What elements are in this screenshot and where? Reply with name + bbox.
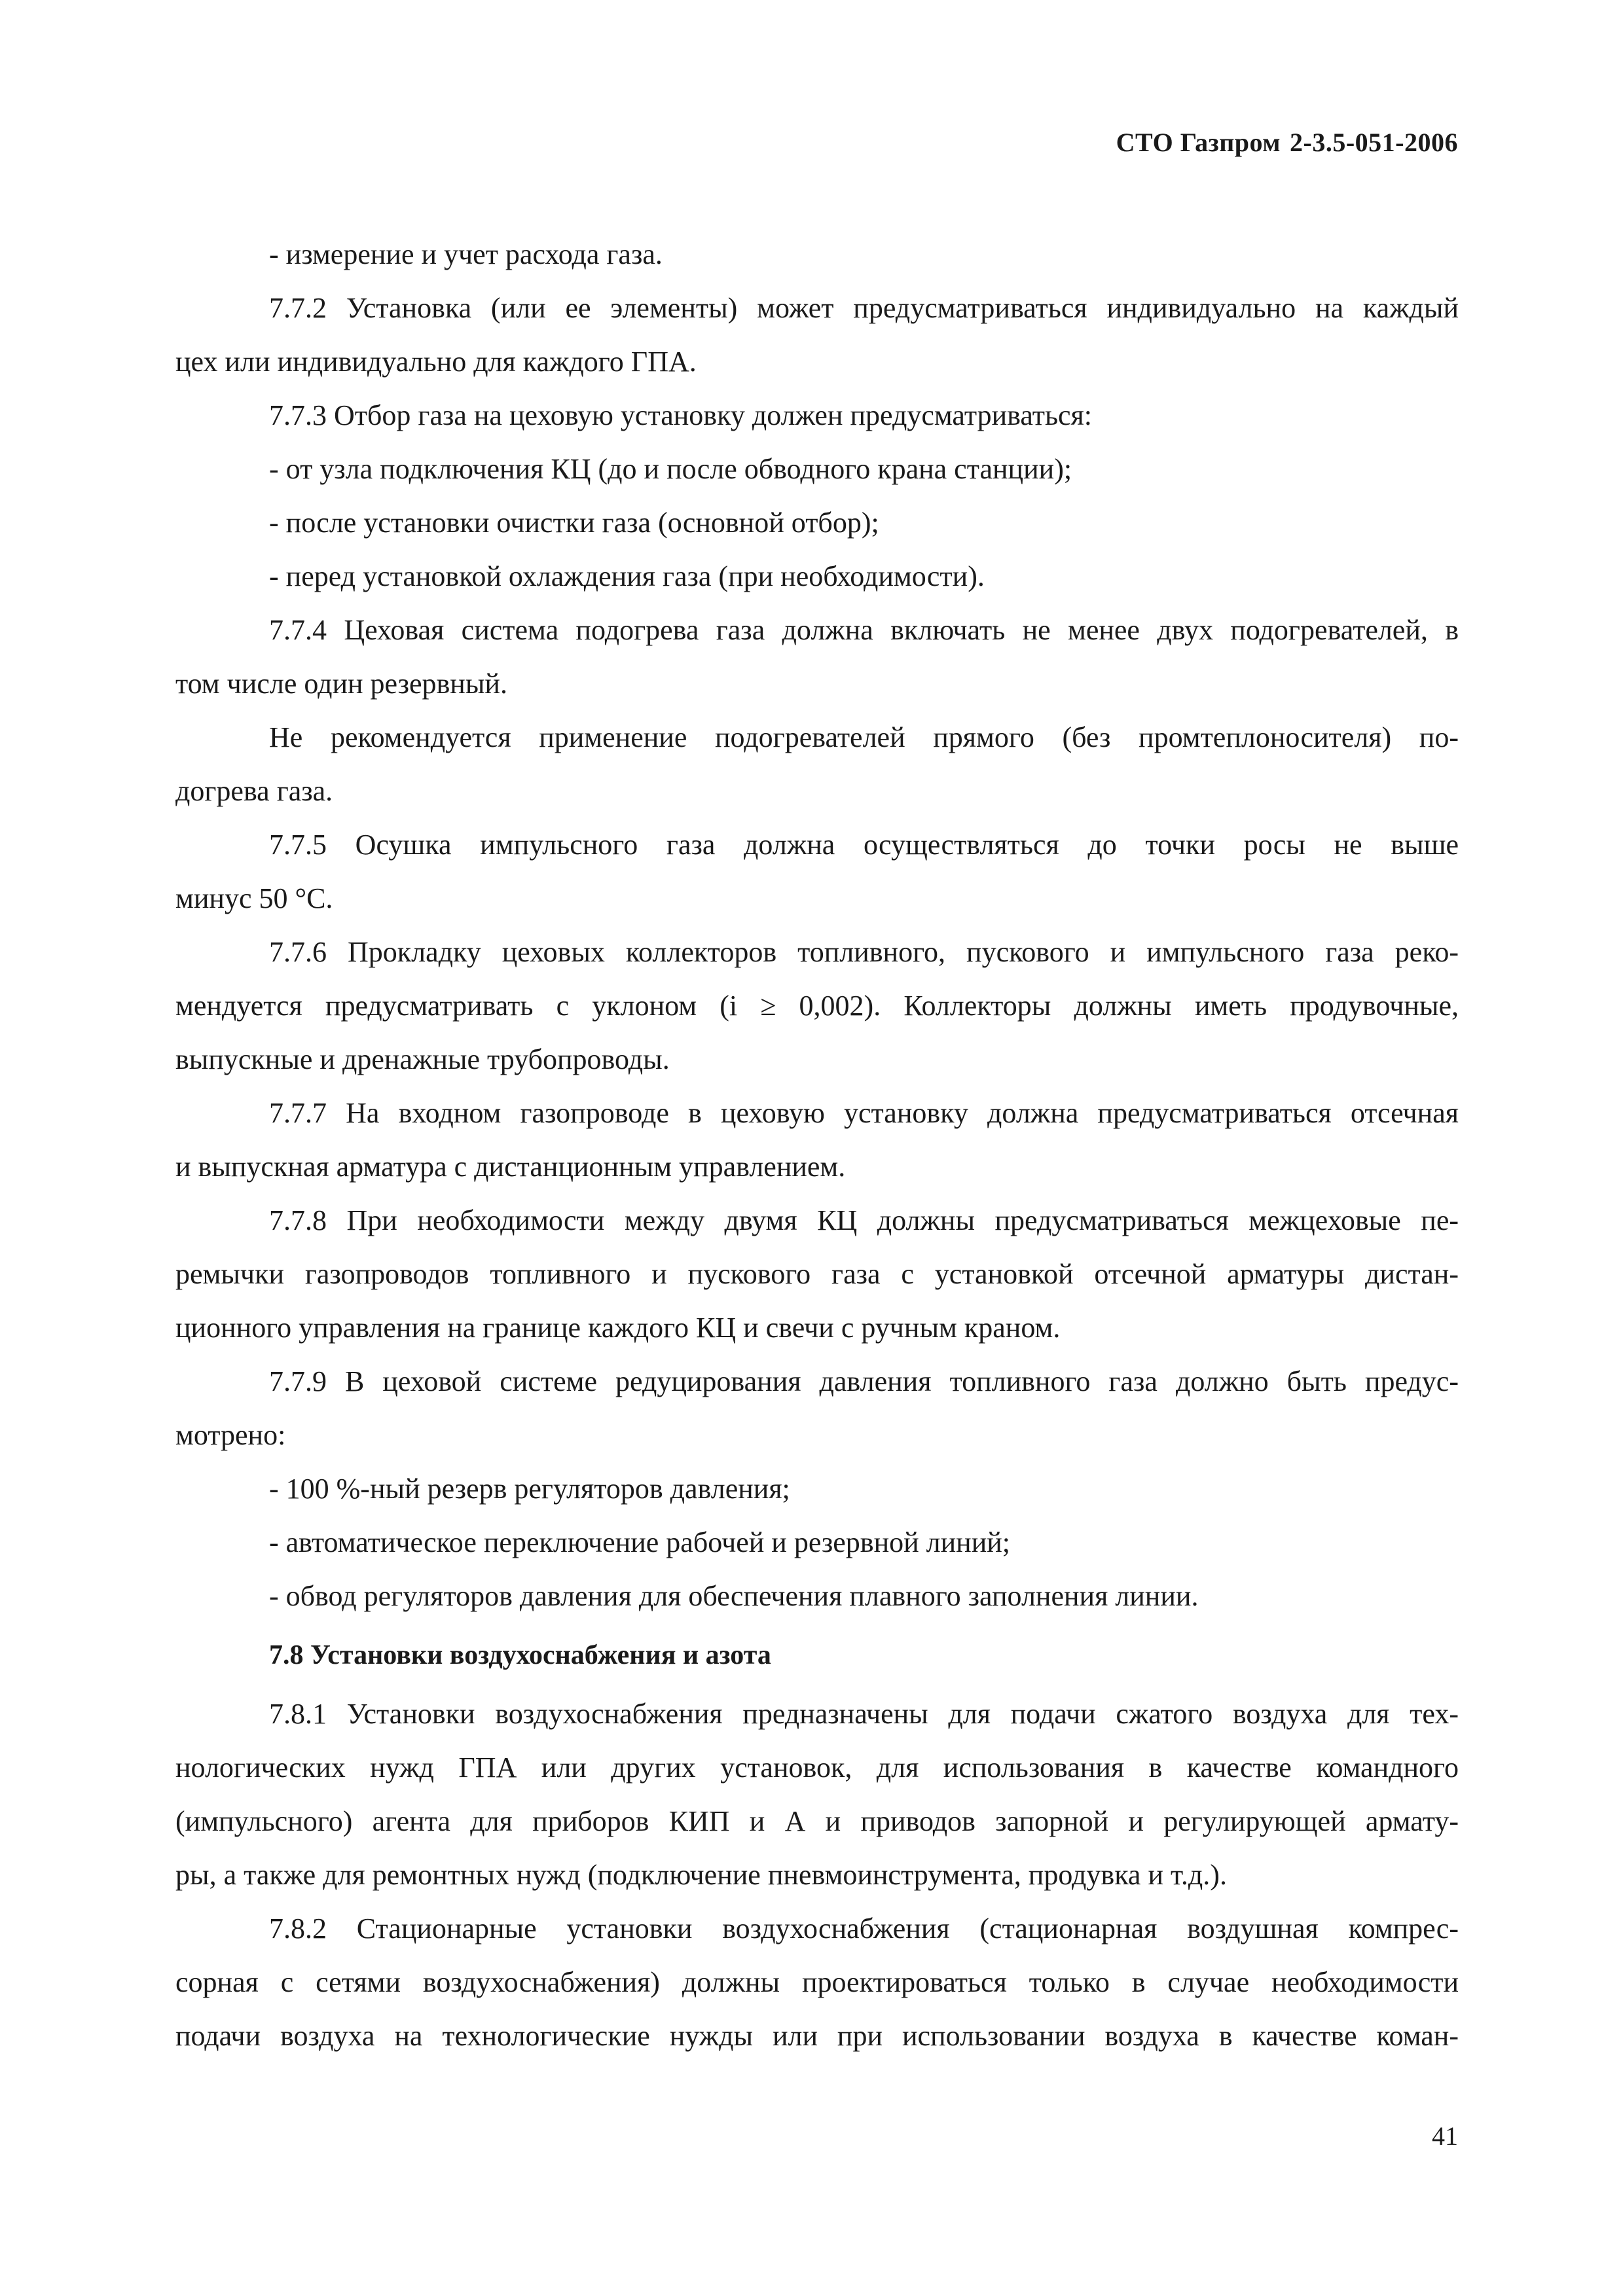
paragraph-7-7-4-line: том числе один резервный. — [175, 668, 507, 700]
paragraph-7-8-2-line: 7.8.2 Стационарные установки воздухоснабжения (стационарная воздушная компрес- — [269, 1912, 1459, 1945]
paragraph-7-7-2-line: цех или индивидуально для каждого ГПА. — [175, 346, 697, 378]
list-item: - после установки очистки газа (основной отбор); — [269, 507, 879, 539]
list-item: - 100 %-ный резерв регуляторов давления; — [269, 1473, 790, 1505]
paragraph-7-7-6-line: 7.7.6 Прокладку цеховых коллекторов топливного, пускового и импульсного газа реко- — [269, 936, 1459, 968]
list-item: - обвод регуляторов давления для обеспечения плавного заполнения линии. — [269, 1580, 1199, 1612]
paragraph-7-7-7-line: и выпускная арматура с дистанционным управлением. — [175, 1151, 846, 1183]
paragraph-7-7-9-line: мотрено: — [175, 1419, 286, 1451]
paragraph-7-7-5-line: минус 50 °С. — [175, 882, 333, 914]
paragraph-note-line: догрева газа. — [175, 775, 333, 807]
paragraph-7-7-5-line: 7.7.5 Осушка импульсного газа должна осуществляться до точки росы не выше — [269, 829, 1459, 861]
paragraph-7-7-8-line: ремычки газопроводов топливного и пускового газа с установкой отсечной арматуры дистан- — [175, 1258, 1459, 1290]
paragraph-7-8-1-line: ры, а также для ремонтных нужд (подключение пневмоинструмента, продувка и т.д.). — [175, 1859, 1227, 1891]
paragraph-7-7-3: 7.7.3 Отбор газа на цеховую установку должен предусматриваться: — [269, 399, 1093, 431]
paragraph-7-7-8-line: ционного управления на границе каждого КЦ и свечи с ручным краном. — [175, 1312, 1061, 1344]
list-item: - автоматическое переключение рабочей и резервной линий; — [269, 1526, 1011, 1558]
page-number: 41 — [1432, 2121, 1458, 2151]
paragraph-7-8-1-line: (импульсного) агента для приборов КИП и А и приводов запорной и регулирующей армату- — [175, 1805, 1459, 1837]
paragraph-7-7-8-line: 7.7.8 При необходимости между двумя КЦ должны предусматриваться межцеховые пе- — [269, 1204, 1459, 1236]
list-item: - от узла подключения КЦ (до и после обводного крана станции); — [269, 453, 1072, 485]
paragraph-note-line: Не рекомендуется применение подогревателей прямого (без промтеплоносителя) по- — [269, 721, 1459, 753]
paragraph-7-7-6-line: мендуется предусматривать с уклоном (i ≥ 0,002). Коллекторы должны иметь продувочные, — [175, 990, 1459, 1022]
standard-number: 2-3.5-051-2006 — [1290, 128, 1458, 157]
page-header — [1116, 127, 1458, 158]
paragraph-7-7-2-line: 7.7.2 Установка (или ее элементы) может предусматриваться индивидуально на каждый — [269, 292, 1459, 324]
paragraph-7-7-4-line: 7.7.4 Цеховая система подогрева газа должна включать не менее двух подогревателей, в — [269, 614, 1459, 646]
paragraph-7-7-9-line: 7.7.9 В цеховой системе редуцирования давления топливного газа должно быть предус- — [269, 1365, 1459, 1397]
paragraph-7-7-6-line: выпускные и дренажные трубопроводы. — [175, 1043, 670, 1075]
section-heading-7-8: 7.8 Установки воздухоснабжения и азота — [269, 1640, 771, 1670]
document-body — [175, 228, 1459, 2063]
paragraph-7-8-2-line: сорная с сетями воздухоснабжения) должны проектироваться только в случае необходимости — [175, 1966, 1459, 1998]
paragraph-7-8-2-line: подачи воздуха на технологические нужды или при использовании воздуха в качестве коман- — [175, 2020, 1459, 2052]
paragraph-7-8-1-line: 7.8.1 Установки воздухоснабжения предназначены для подачи сжатого воздуха для тех- — [269, 1698, 1459, 1730]
paragraph-7-7-7-line: 7.7.7 На входном газопроводе в цеховую установку должна предусматриваться отсечная — [269, 1097, 1459, 1129]
paragraph-7-8-1-line: нологических нужд ГПА или других установок, для использования в качестве командного — [175, 1751, 1459, 1784]
list-item: - измерение и учет расхода газа. — [269, 238, 663, 270]
standard-name: СТО Газпром — [1116, 128, 1281, 157]
list-item: - перед установкой охлаждения газа (при необходимости). — [269, 560, 985, 592]
